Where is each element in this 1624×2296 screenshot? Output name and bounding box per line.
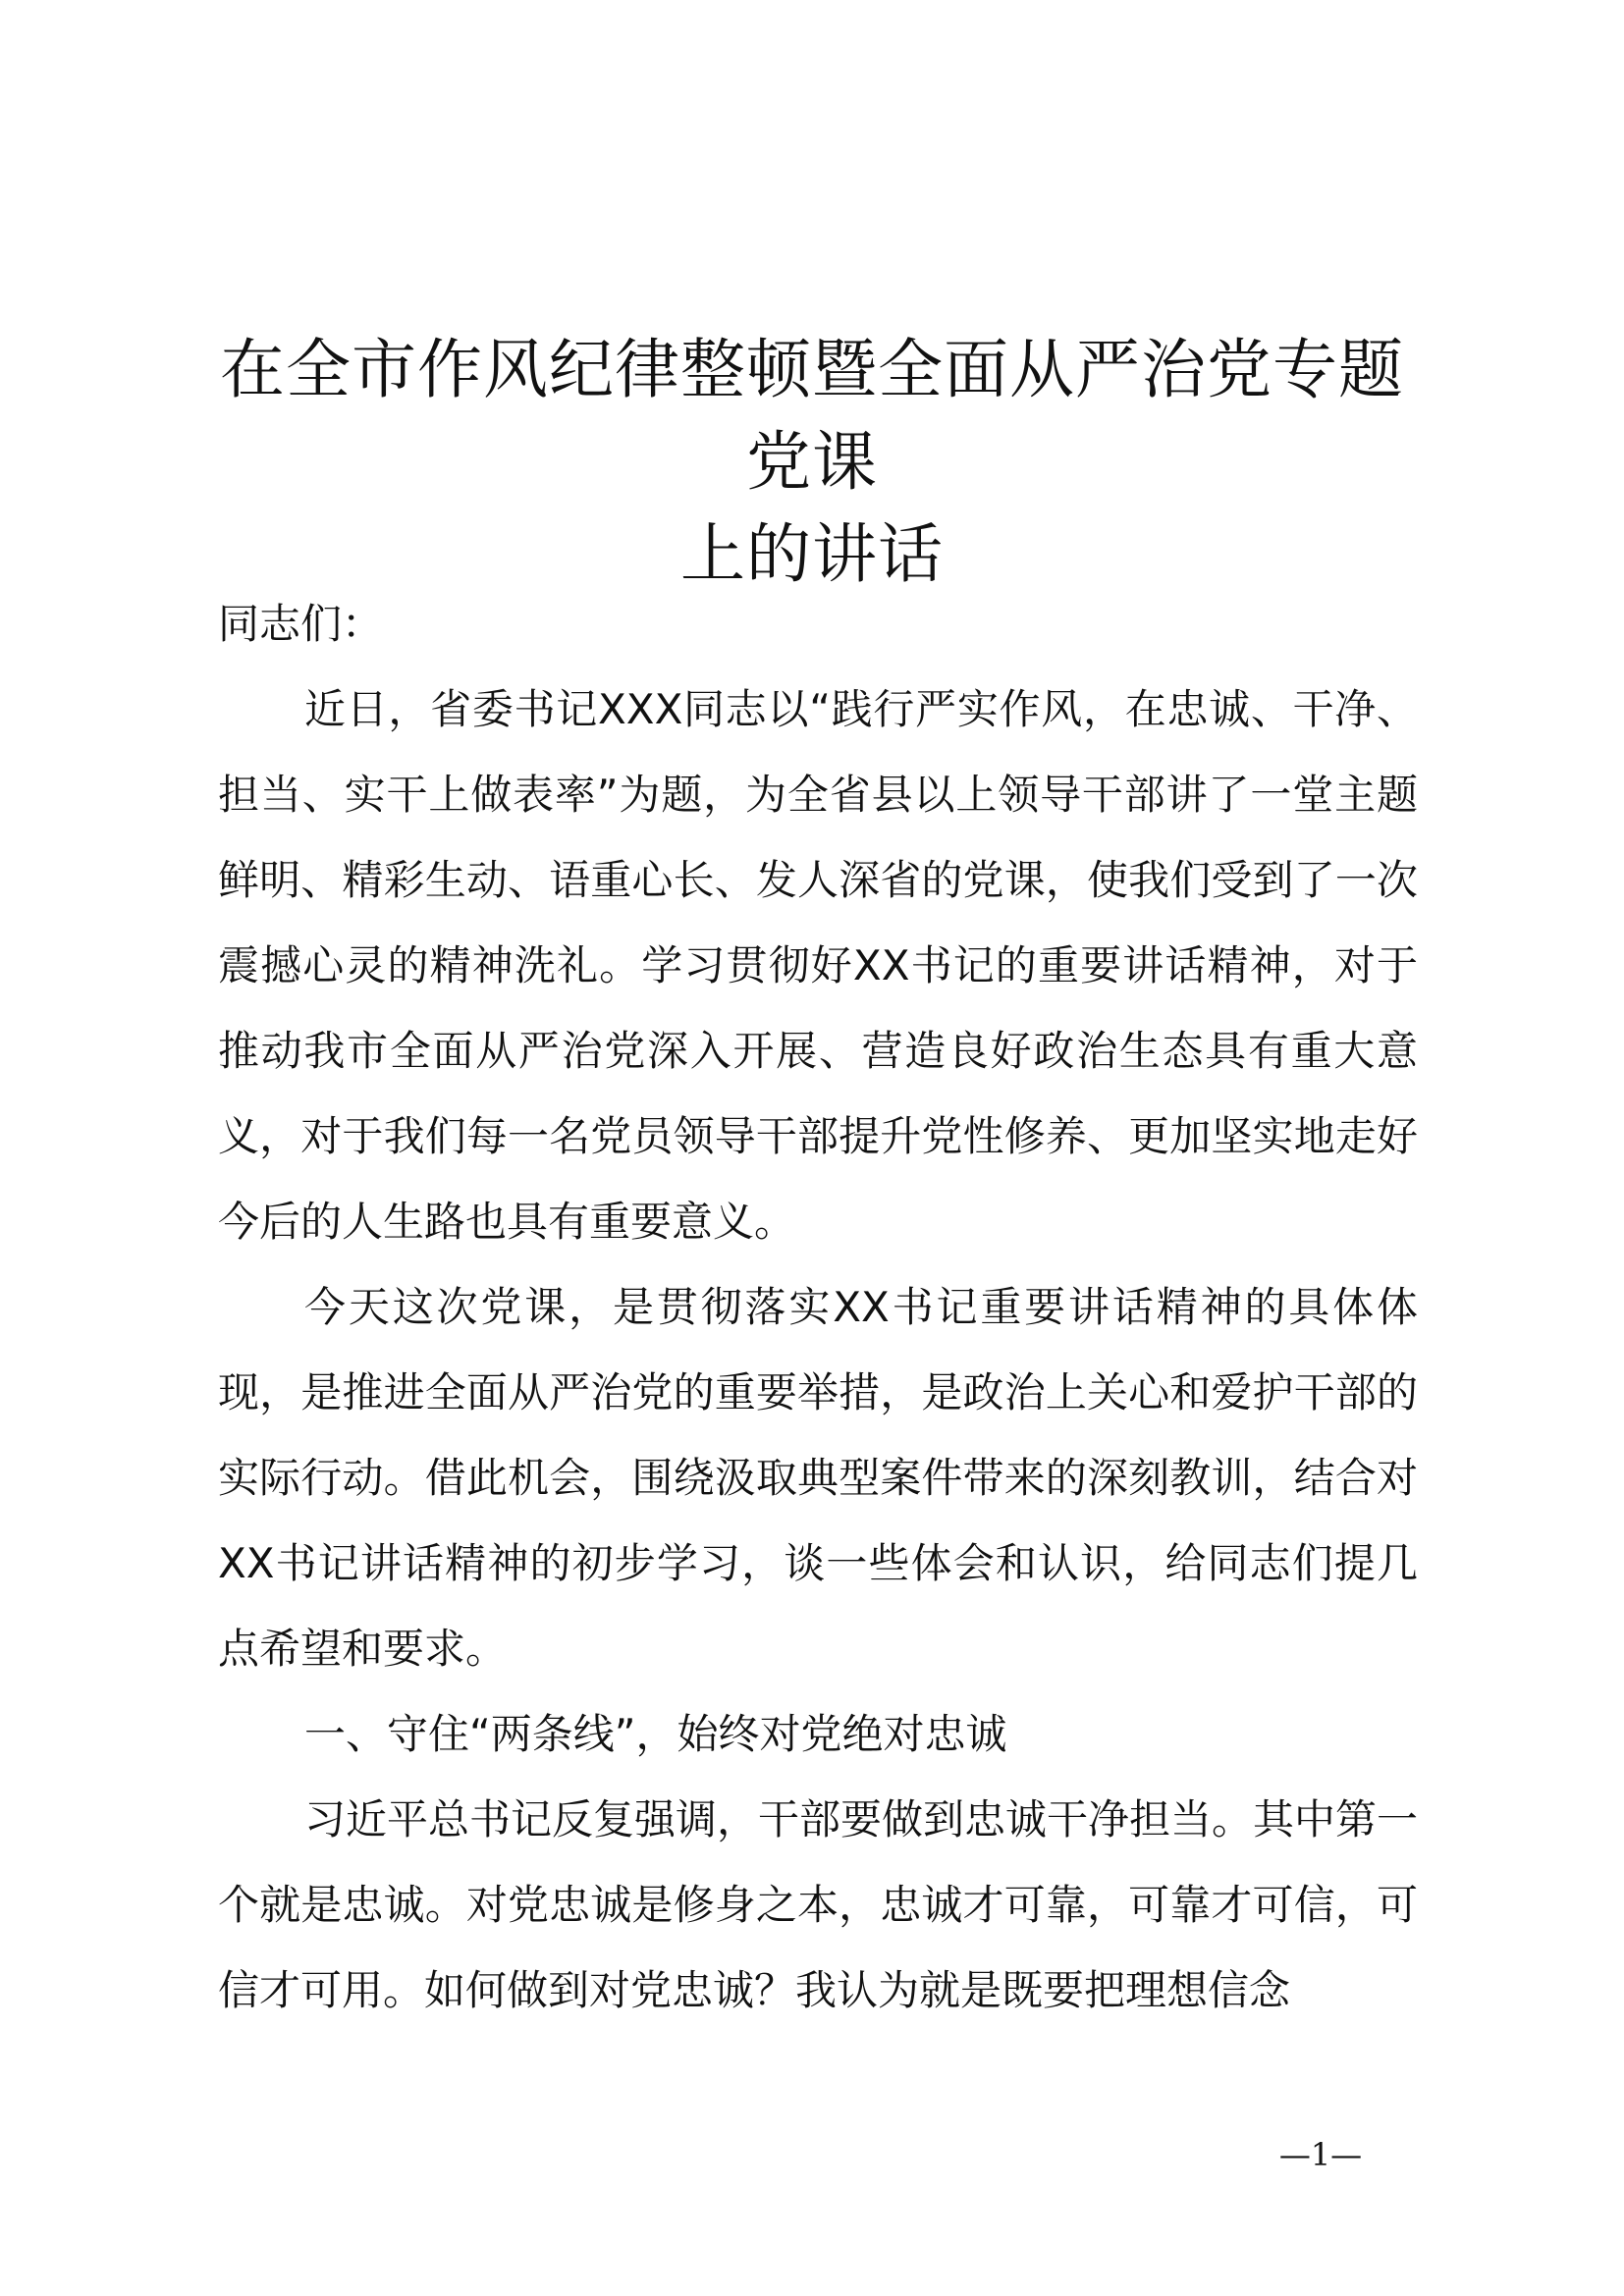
page-number: —1— (1278, 2136, 1363, 2173)
document-body (218, 581, 1418, 2033)
document-title (196, 324, 1428, 601)
title-line-1: 在全市作风纪律整顿暨全面从严治党专题党课 (220, 332, 1404, 500)
paragraph-section-one: 习近平总书记反复强调，干部要做到忠诚干净担当。其中第一个就是忠诚。对党忠诚是修身之本，忠诚才可靠，可靠才可信，可信才可用。如何做到对党忠诚？我认为就是既要把理想信念 (218, 1795, 1419, 2014)
salutation: 同志们： (218, 600, 384, 648)
paragraph-intro: 近日，省委书记XXX同志以“践行严实作风，在忠诚、干净、担当、实干上做表率”为题，为全省县以上领导干部讲了一堂主题鲜明、精彩生动、语重心长、发人深省的党课，使我们受到了一次震撼心灵的精神洗礼。学习贯彻好XX书记的重要讲话精神，对于推动我市全面从严治党深入开展、营造良好政治生态具有重大意义，对于我们每一名党员领导干部提升党性修养、更加坚实地走好今后的人生路也具有重要意义。 (218, 685, 1418, 1246)
title-line-2: 上的讲话 (680, 516, 944, 592)
paragraph-purpose: 今天这次党课，是贯彻落实XX书记重要讲话精神的具体体现，是推进全面从严治党的重要举措，是政治上关心和爱护干部的实际行动。借此机会，围绕汲取典型案件带来的深刻教训，结合对XX书记讲话精神的初步学习，谈一些体会和认识，给同志们提几点希望和要求。 (218, 1283, 1418, 1673)
section-heading: 一、守住“两条线”，始终对党绝对忠诚 (304, 1710, 1007, 1758)
